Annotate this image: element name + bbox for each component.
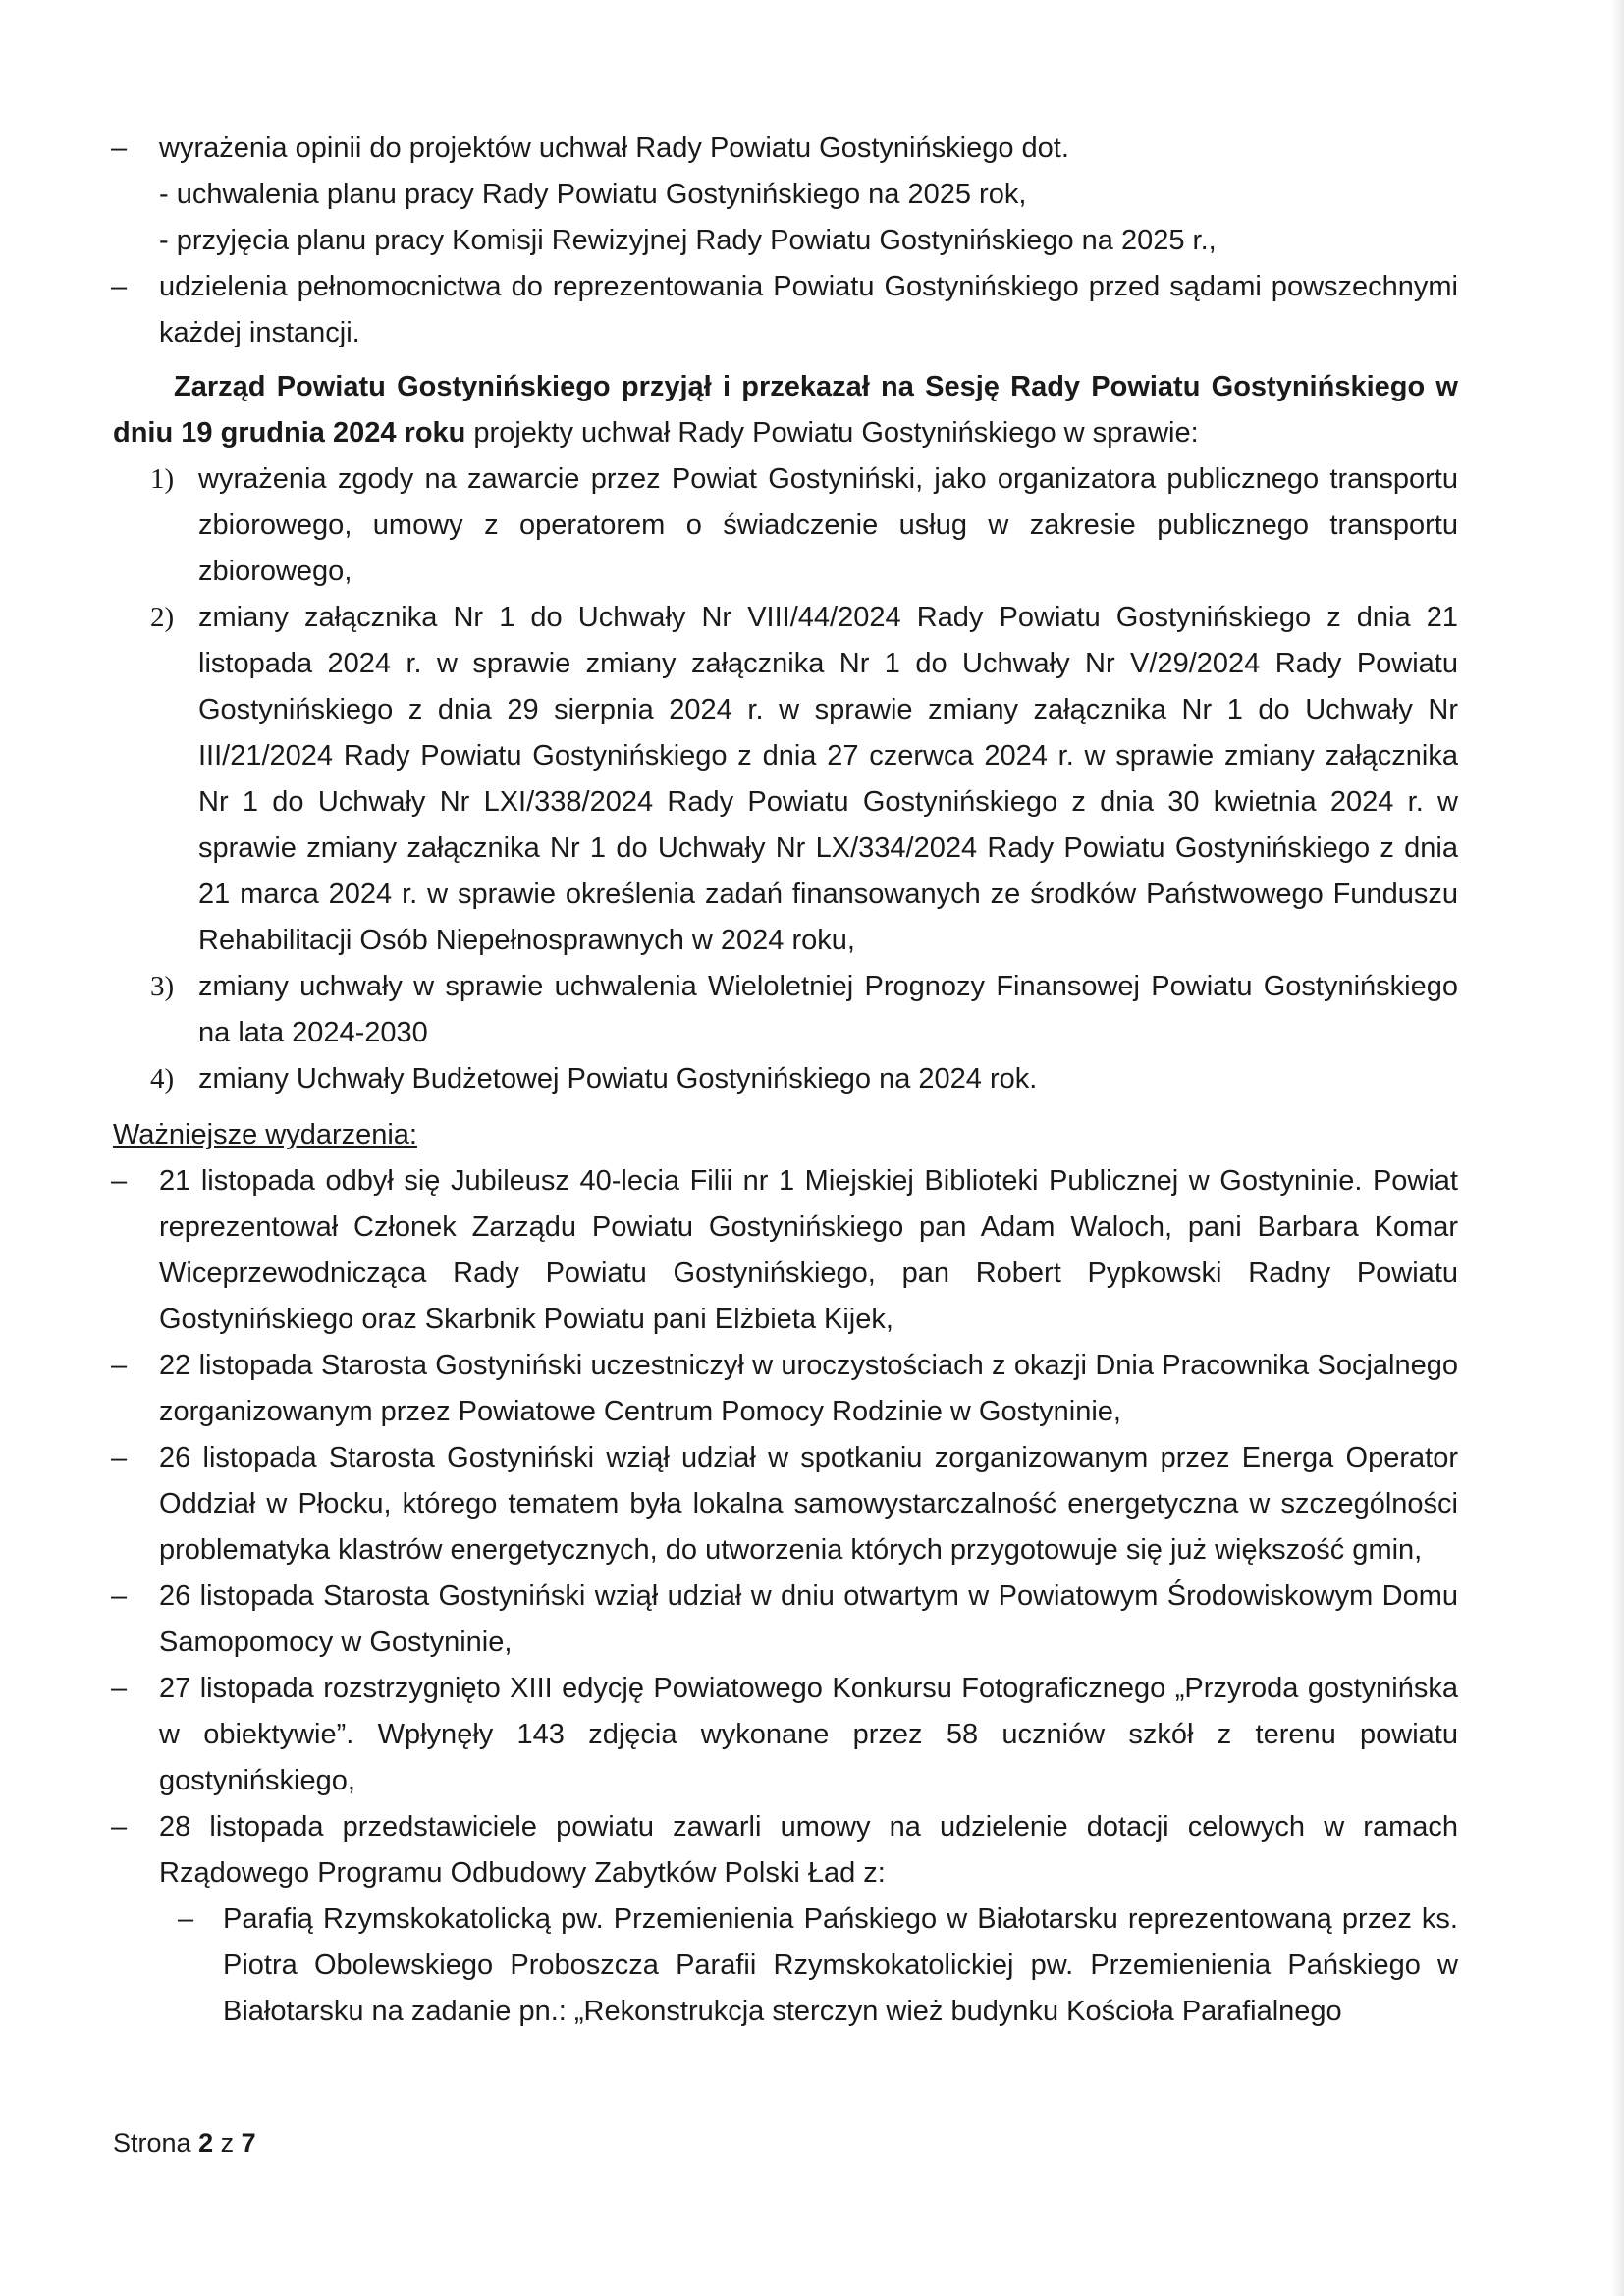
- event-text: 22 listopada Starosta Gostyniński uczestniczył w uroczystościach z okazji Dnia Pracownika Socjalnego zorganizowanym przez Powiatowe Centrum Pomocy Rodzinie w Gostyninie,: [159, 1350, 1458, 1427]
- page-footer: [113, 2128, 256, 2159]
- footer-label: Strona: [113, 2128, 191, 2158]
- intro-item-opinion: [113, 126, 1458, 264]
- event-text: 28 listopada przedstawiciele powiatu zawarli umowy na udzielenie dotacji celowych w ramach Rządowego Programu Odbudowy Zabytków Polski Ład z:: [159, 1811, 1458, 1889]
- sub-event-text: Parafią Rzymskokatolicką pw. Przemienienia Pańskiego w Białotarsku reprezentowaną przez ks. Piotra Obolewskiego Proboszcza Parafii Rzymskokatolickiej pw. Przemienienia Pańskiego w Białotarsku na zadanie pn.: „Rekonstrukcja sterczyn wież budynku Kościoła Parafialnego: [223, 1903, 1458, 2027]
- event-text: 26 listopada Starosta Gostyniński wziął udział w spotkaniu zorganizowanym przez Energa Operator Oddział w Płocku, którego tematem była lokalna samowystarczalność energetyczna w szczególności problematyka klastrów energetycznych, do utworzenia których przygotowuje się już większość gmin,: [159, 1442, 1458, 1566]
- intro-sub-line: - uchwalenia planu pracy Rady Powiatu Gostynińskiego na 2025 rok,: [159, 179, 1027, 210]
- resolution-text: zmiany Uchwały Budżetowej Powiatu Gostynińskiego na 2024 rok.: [198, 1063, 1038, 1095]
- events-heading: Ważniejsze wydarzenia:: [113, 1119, 417, 1150]
- event-text: 26 listopada Starosta Gostyniński wziął udział w dniu otwartym w Powiatowym Środowiskowym Domu Samopomocy w Gostyninie,: [159, 1580, 1458, 1658]
- intro-item-text: udzielenia pełnomocnictwa do reprezentowania Powiatu Gostynińskiego przed sądami powszechnymi każdej instancji.: [159, 271, 1458, 348]
- event-item: [113, 1158, 1458, 1343]
- footer-total-pages: 7: [241, 2128, 256, 2158]
- resolution-text: zmiany załącznika Nr 1 do Uchwały Nr VIII/44/2024 Rady Powiatu Gostynińskiego z dnia 21 listopada 2024 r. w sprawie zmiany załącznika Nr 1 do Uchwały Nr V/29/2024 Rady Powiatu Gostynińskiego z dnia 29 sierpnia 2024 r. w sprawie zmiany załącznika Nr 1 do Uchwały Nr III/21/2024 Rady Powiatu Gostynińskiego z dnia 27 czerwca 2024 r. w sprawie zmiany załącznika Nr 1 do Uchwały Nr LXI/338/2024 Rady Powiatu Gostynińskiego z dnia 30 kwietnia 2024 r. w sprawie zmiany załącznika Nr 1 do Uchwały Nr LX/334/2024 Rady Powiatu Gostynińskiego z dnia 21 marca 2024 r. w sprawie określenia zadań finansowanych ze środków Państwowego Funduszu Rehabilitacji Osób Niepełnosprawnych w 2024 roku,: [198, 602, 1458, 956]
- board-paragraph-rest: projekty uchwał Rady Powiatu Gostynińskiego w sprawie:: [465, 417, 1199, 449]
- event-text: 27 listopada rozstrzygnięto XIII edycję Powiatowego Konkursu Fotograficznego „Przyroda gostynińska w obiektywie”. Wpłynęły 143 zdjęcia wykonane przez 58 uczniów szkół z terenu powiatu gostynińskiego,: [159, 1673, 1458, 1796]
- resolution-number: 2): [150, 602, 175, 633]
- resolution-text: zmiany uchwały w sprawie uchwalenia Wieloletniej Prognozy Finansowej Powiatu Gostynińskiego na lata 2024-2030: [198, 971, 1458, 1048]
- resolution-item: [113, 1056, 1458, 1102]
- sub-event-item: [113, 1896, 1458, 2035]
- board-paragraph-bold: Zarząd Powiatu Gostynińskiego przyjął i przekazał na Sesję Rady Powiatu Gostynińskiego w dniu 19 grudnia 2024 roku: [113, 371, 1458, 449]
- scan-edge-shadow: [1612, 0, 1624, 2296]
- resolution-item: [113, 964, 1458, 1056]
- event-item: [113, 1574, 1458, 1666]
- resolution-number: 4): [150, 1063, 175, 1095]
- event-item: [113, 1666, 1458, 1804]
- resolution-text: wyrażenia zgody na zawarcie przez Powiat Gostyniński, jako organizatora publicznego transportu zbiorowego, umowy z operatorem o świadczenie usług w zakresie publicznego transportu zbiorowego,: [198, 463, 1458, 587]
- event-item: [113, 1804, 1458, 1896]
- footer-current-page: 2: [198, 2128, 214, 2158]
- resolution-number: 1): [150, 463, 175, 495]
- intro-item-text: wyrażenia opinii do projektów uchwał Rady Powiatu Gostynińskiego dot.: [159, 133, 1069, 164]
- resolution-number: 3): [150, 971, 175, 1002]
- board-paragraph: [113, 364, 1458, 456]
- resolutions-list: [113, 456, 1458, 1102]
- event-item: [113, 1435, 1458, 1574]
- resolution-item: [113, 595, 1458, 964]
- document-page: [113, 126, 1458, 2035]
- footer-separator: z: [220, 2128, 235, 2158]
- intro-item-power-of-attorney: [113, 264, 1458, 356]
- event-text: 21 listopada odbył się Jubileusz 40-lecia Filii nr 1 Miejskiej Biblioteki Publicznej w Gostyninie. Powiat reprezentował Członek Zarządu Powiatu Gostynińskiego pan Adam Waloch, pani Barbara Komar Wiceprzewodnicząca Rady Powiatu Gostynińskiego, pan Robert Pypkowski Radny Powiatu Gostynińskiego oraz Skarbnik Powiatu pani Elżbieta Kijek,: [159, 1165, 1458, 1335]
- intro-sub-line: - przyjęcia planu pracy Komisji Rewizyjnej Rady Powiatu Gostynińskiego na 2025 r.,: [159, 225, 1217, 256]
- event-item: [113, 1343, 1458, 1435]
- resolution-item: [113, 456, 1458, 595]
